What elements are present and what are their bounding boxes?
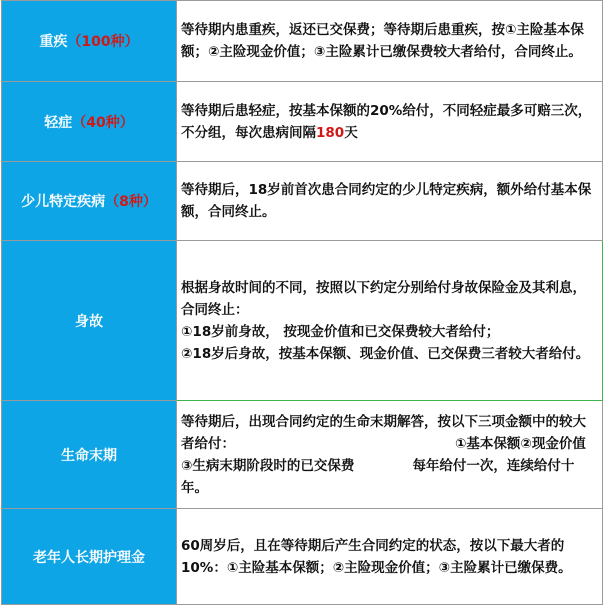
desc-text: 等待期后患轻症，按基本保额的20%给付，不同轻症最多可赔三次，不分组，每次患病间隔 <box>181 102 592 141</box>
benefit-name-cell <box>2 401 177 509</box>
interval-days: 180 <box>316 124 345 141</box>
benefit-name: 重疾 <box>39 34 68 50</box>
desc-line: 根据身故时间的不同，按照以下约定分别给付身故保险金及其利息，合同终止： <box>181 279 586 318</box>
benefit-count: 40种 <box>86 114 120 131</box>
table-row <box>2 82 603 162</box>
benefit-name-cell: 重疾（100种） <box>2 1 177 82</box>
benefit-name: 身故 <box>75 313 103 330</box>
benefit-description <box>177 401 603 509</box>
benefit-description: 等待期内患重疾，返还已交保费；等待期后患重疾，按①主险基本保额；②主险现金价值；③主险累计已缴保费较大者给付，合同终止。 <box>177 1 603 82</box>
table-row <box>2 1 603 82</box>
desc-text: ①基本保额②现金价值③生病末期阶段时的已交保费 <box>181 435 586 474</box>
benefit-description <box>177 241 603 401</box>
table-row <box>2 162 603 241</box>
desc-text: 每年给付一次，连续给付十年。 <box>181 457 575 496</box>
desc-text: 天 <box>344 124 358 141</box>
table-row <box>2 509 603 605</box>
benefit-name-cell <box>2 509 177 605</box>
desc-text: 等待期后，出现合同约定的生命末期解答，按以下三项金额中的较大者给付： <box>181 413 586 452</box>
benefit-name-cell: 少儿特定疾病（8种） <box>2 162 177 241</box>
benefit-name: 生命末期 <box>61 447 117 464</box>
desc-line: ②18岁后身故，按基本保额、现金价值、已交保费三者较大者给付。 <box>181 345 590 362</box>
benefit-count: 8种 <box>119 194 143 210</box>
benefit-name: 轻症 <box>44 114 73 131</box>
benefit-description: 等待期后，18岁前首次患合同约定的少儿特定疾病，额外给付基本保额，合同终止。 <box>177 162 603 241</box>
benefit-name: 少儿特定疾病 <box>21 194 106 210</box>
benefit-description: 60周岁后，且在等待期后产生合同约定的状态，按以下最大者的10%：①主险基本保额；②主险现金价值；③主险累计已缴保费。 <box>177 509 603 605</box>
desc-line: ①18岁前身故， 按现金价值和已交保费较大者给付； <box>181 323 500 340</box>
benefit-count: 100种 <box>81 34 125 50</box>
benefit-name: 老年人长期护理金 <box>33 549 145 566</box>
benefit-name-cell: 轻症（40种） <box>2 82 177 162</box>
benefit-name-cell <box>2 241 177 401</box>
benefit-description <box>177 82 603 162</box>
table-row <box>2 401 603 509</box>
table-row <box>2 241 603 401</box>
benefits-table <box>1 0 603 605</box>
